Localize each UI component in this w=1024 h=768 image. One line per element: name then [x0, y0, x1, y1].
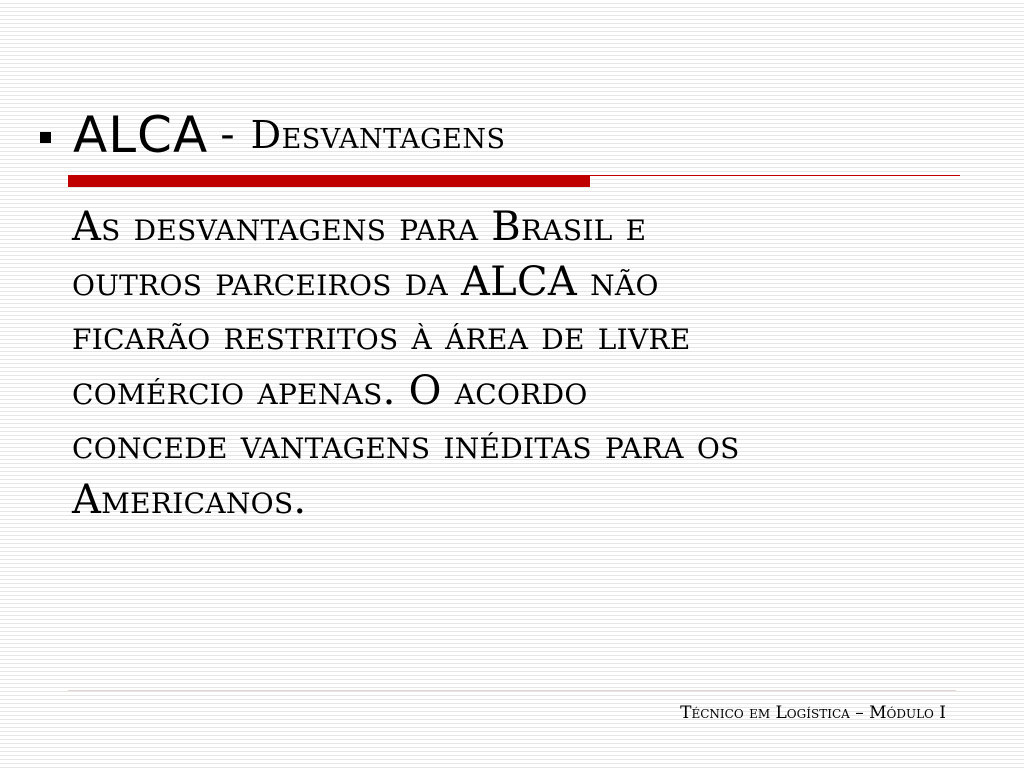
title-subtitle: Desvantagens [250, 113, 506, 157]
title-main: ALCA [73, 106, 209, 164]
slide-title [40, 100, 506, 170]
square-bullet-icon [40, 132, 51, 143]
title-underline-thin [590, 175, 960, 176]
title-separator: - [220, 112, 235, 158]
body-paragraph: As desvantagens para Brasil e outros parceiros da ALCA não ficarão restritos à área de livre comércio apenas. O acordo concede vantagens inéditas para os Americanos. [72, 204, 740, 523]
footer-divider [68, 690, 956, 691]
title-underline-thick [68, 175, 590, 187]
footer-text: Técnico em Logística – Módulo I [680, 703, 946, 723]
